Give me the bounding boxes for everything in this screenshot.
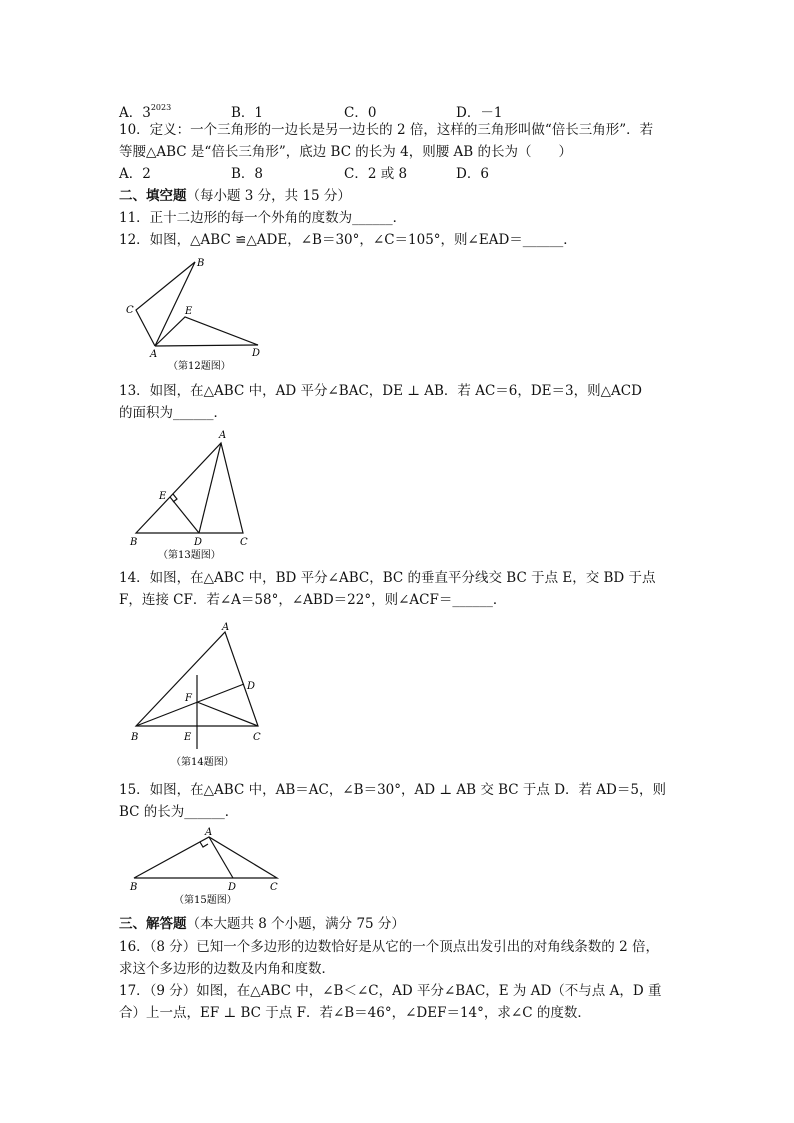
q15-label-b: B bbox=[130, 882, 138, 893]
q14-label-e: E bbox=[184, 732, 192, 743]
section3-note: （本大题共 8 个小题，满分 75 分） bbox=[186, 916, 405, 932]
q13-label-b: B bbox=[130, 537, 138, 548]
q12-label-e: E bbox=[185, 306, 193, 317]
section2-heading bbox=[119, 186, 351, 206]
q15-label-c: C bbox=[270, 882, 278, 893]
q15-label-a: A bbox=[205, 827, 213, 838]
q16-line1: 16．（8 分）已知一个多边形的边数恰好是从它的一个顶点出发引出的对角线条数的 2 倍， bbox=[119, 939, 659, 955]
q14-line1: 14．如图，在△ABC 中，BD 平分∠ABC，BC 的垂直平分线交 BC 于点 E，交 BD 于点 bbox=[119, 570, 656, 586]
q14-label-c: C bbox=[253, 732, 261, 743]
q10-option-a: A．2 bbox=[119, 166, 151, 182]
q13-line2: 的面积为______． bbox=[119, 405, 227, 421]
q9-option-b: B．1 bbox=[231, 105, 264, 121]
q15-figure bbox=[126, 825, 286, 909]
q12-text: 12．如图，△ABC ≌△ADE，∠B＝30°，∠C＝105°，则∠EAD＝______． bbox=[119, 232, 577, 248]
q15-label-d: D bbox=[228, 882, 237, 893]
q12-figure bbox=[118, 252, 268, 374]
q10-option-b: B．8 bbox=[231, 166, 264, 182]
q15-line1: 15．如图，在△ABC 中，AB＝AC，∠B＝30°，AD ⊥ AB 交 BC 于点 D．若 AD＝5，则 bbox=[119, 782, 666, 798]
q9-option-a: A．$3^{2023}$ bbox=[119, 103, 172, 121]
section2-title: 二、填空题 bbox=[119, 188, 187, 204]
q12-label-c: C bbox=[126, 305, 134, 316]
q16-line2: 求这个多边形的边数及内角和度数． bbox=[119, 961, 335, 977]
q11-text: 11．正十二边形的每一个外角的度数为______． bbox=[119, 210, 407, 226]
q17-line1: 17．（9 分）如图，在△ABC 中，∠B＜∠C，AD 平分∠BAC，E 为 AD（不与点 A，D 重 bbox=[119, 983, 662, 999]
q15-line2: BC 的长为______． bbox=[119, 804, 239, 820]
q10-options bbox=[119, 164, 489, 184]
q12-label-d: D bbox=[252, 348, 261, 359]
q14-label-a: A bbox=[222, 622, 230, 633]
section2-note: （每小题 3 分，共 15 分） bbox=[186, 188, 351, 204]
q13-figure bbox=[126, 427, 261, 563]
section3-title: 三、解答题 bbox=[119, 916, 187, 932]
q13-line1: 13．如图，在△ABC 中，AD 平分∠BAC，DE ⊥ AB．若 AC＝6，DE＝3，则△ACD bbox=[119, 383, 642, 399]
q13-label-c: C bbox=[240, 537, 248, 548]
q15-caption: （第15题图） bbox=[174, 895, 237, 906]
q12-label-b: B bbox=[197, 258, 205, 269]
q13-caption: （第13题图） bbox=[158, 550, 221, 561]
q13-label-a: A bbox=[219, 430, 227, 441]
q14-label-f: F bbox=[185, 693, 192, 704]
q12-caption: （第12题图） bbox=[168, 361, 231, 372]
q14-caption: （第14题图） bbox=[171, 757, 234, 768]
q17-line2: 合）上一点，EF ⊥ BC 于点 F．若∠B＝46°，∠DEF＝14°，求∠C 的度数． bbox=[119, 1005, 591, 1021]
q10-option-d: D．6 bbox=[456, 166, 489, 182]
q14-line2: F，连接 CF．若∠A＝58°，∠ABD＝22°，则∠ACF＝______． bbox=[119, 592, 507, 608]
q10-option-c: C．2 或 8 bbox=[344, 166, 408, 182]
q10-line2: 等腰△ABC 是“倍长三角形”，底边 BC 的长为 4，则腰 AB 的长为（ ） bbox=[119, 144, 572, 160]
q13-label-e: E bbox=[159, 491, 167, 502]
q10-line1: 10．定义：一个三角形的一边长是另一边长的 2 倍，这样的三角形叫做“倍长三角形”．若 bbox=[119, 122, 654, 138]
q14-label-b: B bbox=[131, 732, 139, 743]
section3-heading bbox=[119, 914, 405, 934]
q14-figure bbox=[126, 617, 266, 777]
q9-option-d: D．－1 bbox=[456, 105, 503, 121]
q13-label-d: D bbox=[194, 537, 203, 548]
q14-label-d: D bbox=[247, 681, 256, 692]
q9-option-a-exponent: 2023 bbox=[150, 103, 172, 112]
q12-label-a: A bbox=[150, 349, 158, 360]
q9-option-c: C．0 bbox=[344, 105, 377, 121]
